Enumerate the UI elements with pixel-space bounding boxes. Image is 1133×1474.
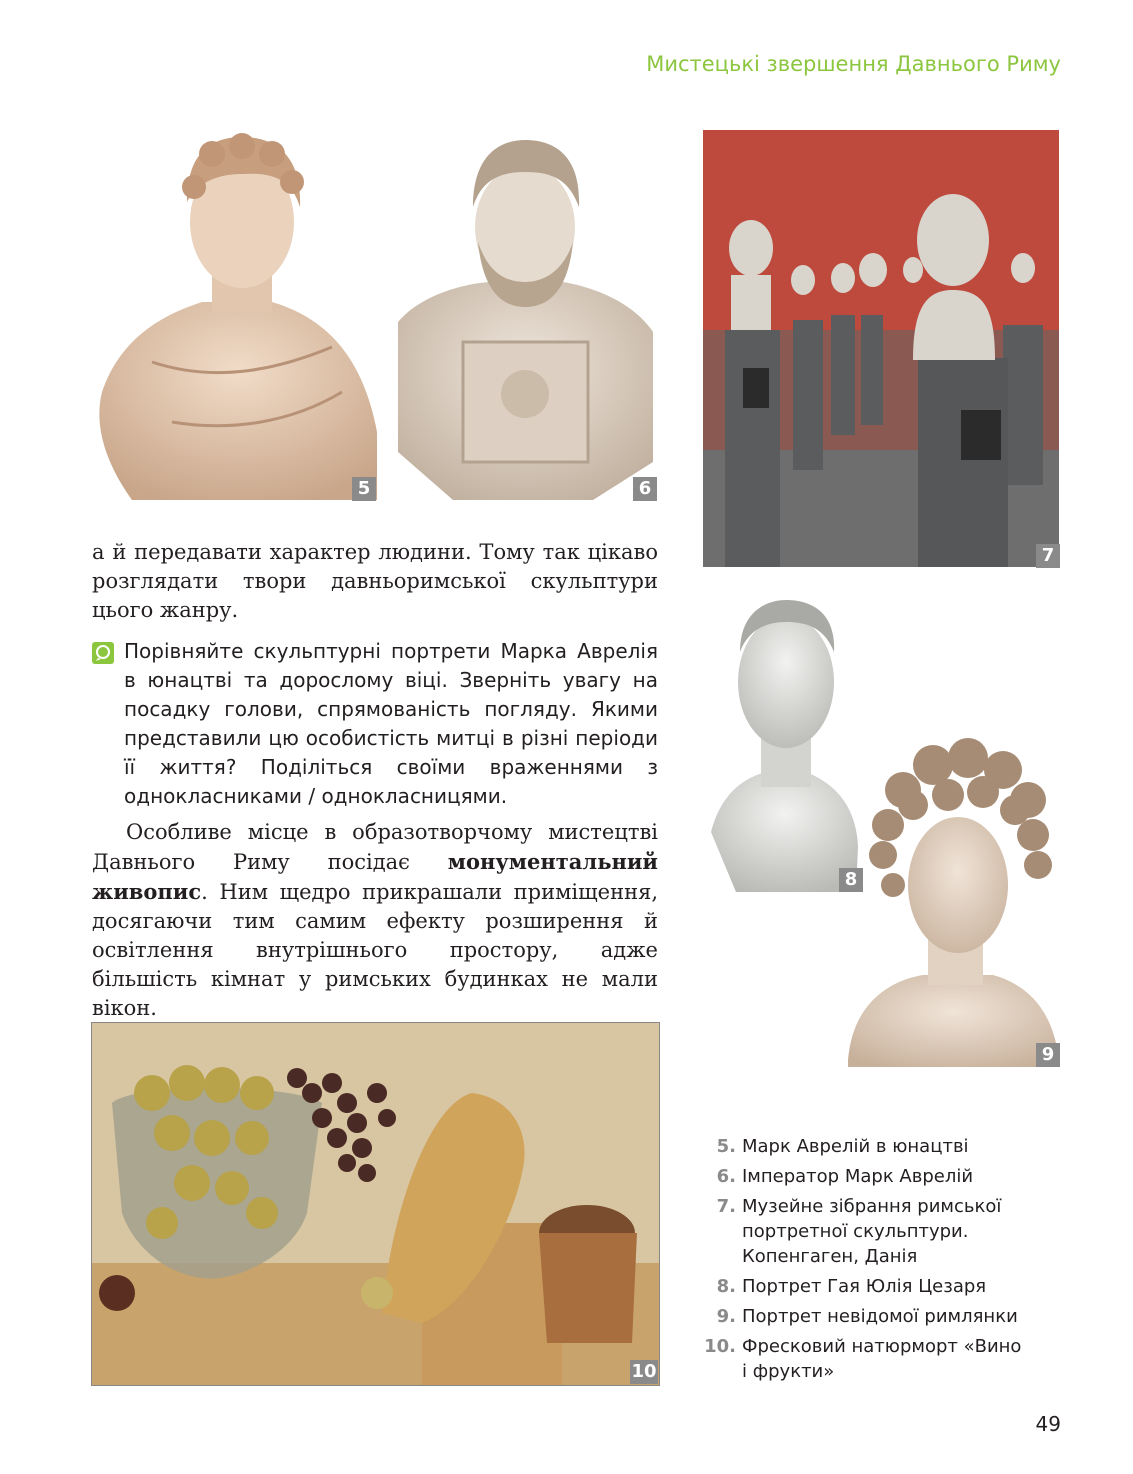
caption-number: 6.: [716, 1166, 736, 1187]
figure-7-number: 7: [1036, 544, 1060, 568]
figure-captions: [700, 1134, 1030, 1389]
caption-7: [700, 1194, 1030, 1269]
figure-6-bust-emperor-marcus-aurelius: [393, 132, 658, 500]
term-monumental-painting: монументальний живопис: [92, 849, 658, 904]
caption-8: [700, 1274, 1030, 1299]
page-number: 49: [1035, 1412, 1061, 1436]
caption-9: [700, 1304, 1030, 1329]
figure-9-number: 9: [1036, 1043, 1060, 1067]
paragraph-continuation: а й передавати характер людини. Тому так цікаво розглядати твори давньоримської скульптури цього жанру.: [92, 540, 658, 622]
figure-5-bust-young-marcus-aurelius: [92, 132, 382, 500]
caption-number: 9.: [716, 1306, 736, 1327]
caption-text: Портрет невідомої римлянки: [742, 1306, 1018, 1327]
caption-number: 7.: [716, 1196, 736, 1217]
figure-7-museum-photo: [703, 130, 1059, 567]
caption-10: [700, 1334, 1030, 1384]
caption-text: Імператор Марк Аврелій: [742, 1166, 974, 1187]
page-header-title: Мистецькі звершення Давнього Риму: [646, 52, 1061, 76]
caption-text: Марк Аврелій в юнацтві: [742, 1136, 969, 1157]
figure-9-bust-roman-woman: [843, 730, 1061, 1067]
paragraph-2-end: . Ним щедро прикрашали приміщення, досягаючи тим самим ефекту розширення й освітлення внутрішнього простору, адже більшість кімнат у римських будинках не мали вікон.: [92, 880, 658, 1020]
caption-text: Музейне зібрання римської портретної скульптури. Копенгаген, Данія: [742, 1196, 1002, 1267]
paragraph-monumental-painting: [92, 818, 658, 1023]
caption-number: 10.: [704, 1336, 736, 1357]
discussion-task-icon: [92, 642, 114, 664]
caption-number: 5.: [716, 1136, 736, 1157]
figure-10-fresco-still-life: [91, 1022, 660, 1386]
caption-number: 8.: [716, 1276, 736, 1297]
figure-6-number: 6: [633, 477, 657, 501]
caption-6: [700, 1164, 1030, 1189]
figure-10-number: 10: [631, 1361, 657, 1382]
discussion-task-text: Порівняйте скульптурні портрети Марка Аврелія в юнацтві та дорослому віці. Зверніть увагу на посадку голови, спрямованість погляду. Якими представили цю особистість митці в різні періоди її життя? Поділіться своїми враженнями з однокласниками / однокласницями.: [124, 639, 658, 808]
figure-8-bust-julius-caesar: [706, 592, 862, 892]
caption-text: Портрет Гая Юлія Цезаря: [742, 1276, 987, 1297]
caption-text: Фресковий натюрморт «Вино і фрукти»: [742, 1336, 1022, 1382]
figure-5-number: 5: [352, 477, 376, 501]
caption-5: [700, 1134, 1030, 1159]
figure-8-number: 8: [839, 868, 863, 892]
paragraph-2-start: Особливе місце в образотворчому мистецтві Давнього Риму посідає: [92, 820, 658, 874]
